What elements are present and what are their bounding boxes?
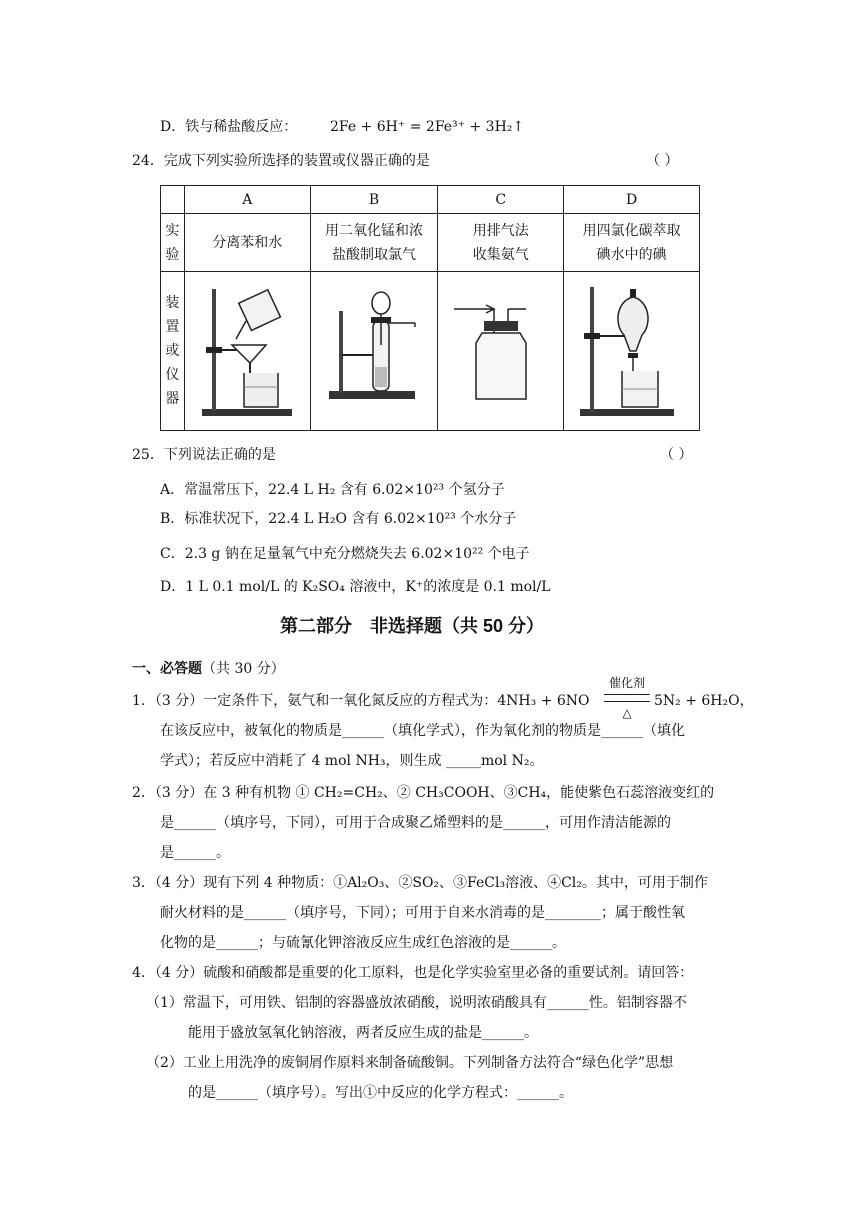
q25-option-b: B．标准状况下，22.4 L H₂O 含有 6.02×10²³ 个水分子: [160, 511, 517, 527]
chlorine-generator-illustration: [319, 281, 429, 421]
exp-c-line1: 用排气法: [472, 222, 529, 239]
exp-b-line2: 盐酸制取氯气: [332, 246, 417, 263]
q25-option-c: C．2.3 g 钠在足量氧气中充分燃烧失去 6.02×10²² 个电子: [160, 546, 530, 562]
q24-apparatus-row: [161, 272, 700, 431]
p3-line3: 化物的是______；与硫氰化钾溶液反应生成红色溶液的是______。: [160, 935, 566, 951]
q25-answer-paren: （ ）: [660, 447, 693, 463]
q24-answer-paren: （ ）: [646, 153, 679, 169]
q24-exp-d: [564, 214, 700, 272]
exp-d-line2: 碘水中的碘: [596, 246, 667, 263]
part-two-title: 第二部分 非选择题（共 50 分）: [280, 616, 545, 636]
label-char: 装: [165, 295, 180, 311]
p2-line2: 是______（填序号，下同），可用于合成聚乙烯塑料的是______，可用作清洁能源的: [160, 815, 671, 831]
label-char: 置: [165, 319, 180, 335]
p4-sub1-line1: （1）常温下，可用铁、铝制的容器盛放浓硝酸，说明浓硝酸具有______性。铝制容器不: [146, 995, 687, 1011]
p1-catalyst-label: 催化剂: [608, 676, 645, 690]
q24-header-d: D: [564, 186, 700, 214]
separatory-funnel-illustration: [572, 281, 692, 421]
gas-collection-bottle-illustration: [446, 281, 556, 421]
q23-option-d-equation: 2Fe + 6H⁺ = 2Fe³⁺ + 3H₂↑: [330, 119, 525, 135]
q24-exp-c: [438, 214, 564, 272]
label-char: 验: [165, 246, 180, 263]
q25-stem: 25．下列说法正确的是: [132, 447, 276, 463]
p2-line3: 是______。: [160, 845, 230, 861]
q24-corner-cell: [161, 186, 185, 214]
exp-b-line1: 用二氧化锰和浓: [325, 222, 424, 239]
q24-apparatus-d: [564, 272, 700, 431]
p1-heat-symbol: △: [622, 706, 632, 720]
p4-sub2-line2: 的是______（填序号）。写出①中反应的化学方程式：______。: [188, 1085, 573, 1101]
p1-line3: 学式）；若反应中消耗了 4 mol NH₃，则生成 _____mol N₂。: [160, 753, 544, 769]
exp-d-line1: 用四氯化碳萃取: [582, 222, 681, 239]
filtration-apparatus-illustration: [192, 281, 302, 421]
label-char: 实: [165, 222, 180, 239]
q24-apparatus-c: [438, 272, 564, 431]
p1-reaction-arrow: [604, 694, 650, 702]
q24-header-row: [161, 186, 700, 214]
p2-line1: 2．（3 分）在 3 种有机物 ① CH₂=CH₂、② CH₃COOH、③CH₄，能使紫色石蕊溶液变红的: [132, 785, 715, 801]
label-char: 器: [165, 391, 180, 407]
p3-line2: 耐火材料的是______（填序号，下同）；可用于自来水消毒的是________；属于酸性氧: [160, 905, 685, 921]
exp-c-line2: 收集氨气: [472, 246, 529, 263]
q24-exp-b: [310, 214, 438, 272]
q24-experiment-label: [161, 214, 185, 272]
p4-line1: 4．（4 分）硫酸和硝酸都是重要的化工原料，也是化学实验室里必备的重要试剂。请回答：: [132, 965, 694, 981]
p4-sub1-line2: 能用于盛放氢氧化钠溶液，两者反应生成的盐是______。: [188, 1025, 538, 1041]
q24-apparatus-b: [310, 272, 438, 431]
q24-header-a: A: [184, 186, 310, 214]
p4-sub2-line1: （2）工业上用洗净的废铜屑作原料来制备硫酸铜。下列制备方法符合“绿色化学”思想: [146, 1055, 674, 1071]
p1-line1-b: 5N₂ + 6H₂O，: [654, 693, 754, 709]
label-char: 或: [165, 343, 180, 359]
q25-option-a: A．常温常压下，22.4 L H₂ 含有 6.02×10²³ 个氢分子: [160, 482, 505, 498]
q23-option-d-label: D．铁与稀盐酸反应：: [160, 119, 298, 135]
q24-header-c: C: [438, 186, 564, 214]
q24-table: [160, 185, 700, 431]
section-one-points: （共 30 分）: [202, 661, 285, 677]
p1-line2: 在该反应中，被氧化的物质是______（填化学式），作为氧化剂的物质是______（填化: [160, 723, 685, 739]
q24-header-b: B: [310, 186, 438, 214]
label-char: 仪: [165, 367, 180, 383]
q24-experiment-row: [161, 214, 700, 272]
q24-apparatus-label: [161, 272, 185, 431]
q25-option-d: D．1 L 0.1 mol/L 的 K₂SO₄ 溶液中，K⁺的浓度是 0.1 mol/L: [160, 579, 551, 595]
section-one-bold: 一、必答题: [132, 661, 202, 677]
q24-stem: 24．完成下列实验所选择的装置或仪器正确的是: [132, 153, 430, 169]
q24-apparatus-a: [184, 272, 310, 431]
p3-line1: 3．（4 分）现有下列 4 种物质：①Al₂O₃、②SO₂、③FeCl₃溶液、④Cl₂。其中，可用于制作: [132, 875, 708, 891]
section-one-heading: [132, 660, 285, 678]
q24-exp-a: [184, 214, 310, 272]
exp-a-text: 分离苯和水: [212, 234, 283, 251]
p1-line1-a: 1．（3 分）一定条件下，氨气和一氧化氮反应的方程式为：4NH₃ + 6NO: [132, 693, 590, 709]
